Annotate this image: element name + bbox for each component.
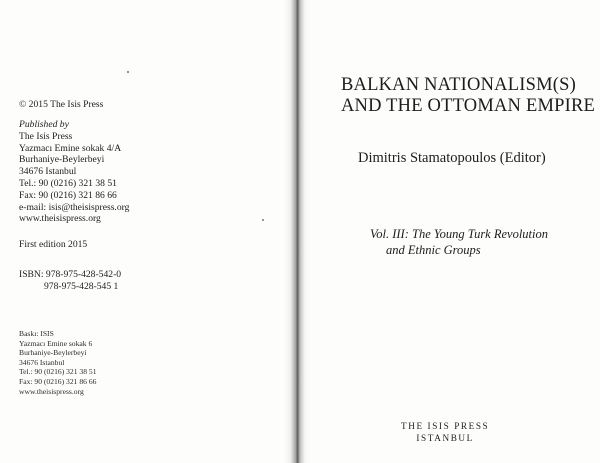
isbn-block [19,269,121,293]
copyright-page [0,0,295,463]
published-by-block [19,119,129,225]
printer-line: 34676 Istanbul [19,357,65,367]
scan-speck [127,71,129,73]
printer-line: Baskı: ISIS [19,329,54,338]
printer-line: Tel.: 90 (0216) 321 38 51 [19,367,97,377]
printer-line: www.theisispress.org [19,386,84,396]
publisher-address-line: Burhaniye-Beylerbeyi [19,154,105,166]
publisher-email: e-mail: isis@theisispress.org [19,201,130,213]
publisher-fax: Fax: 90 (0216) 321 86 66 [19,189,117,201]
printer-line: Burhaniye-Beylerbeyi [19,348,87,358]
edition-note: First edition 2015 [19,239,88,250]
book-title [341,75,600,117]
printer-line: Fax: 90 (0216) 321 86 66 [19,376,97,386]
publisher-address-line: 34676 Istanbul [19,166,77,178]
isbn-line-2: 978-975-428-545 1 [44,280,119,292]
book-title-line-2: AND THE OTTOMAN EMPIRE [341,96,595,116]
published-by-heading: Published by [19,119,69,130]
publisher-address-line: The Isis Press [19,130,73,142]
printer-line: Yazmacı Emine sokak 6 [19,338,93,348]
title-page [305,0,600,463]
publisher-city: ISTANBUL [416,432,474,443]
publisher-website: www.theisispress.org [19,213,101,225]
printer-block [19,329,97,396]
publisher-phone: Tel.: 90 (0216) 321 38 51 [19,177,117,189]
volume-line-2: and Ethnic Groups [386,242,481,257]
publisher-name: THE ISIS PRESS [401,421,490,431]
publisher-address-line: Yazmacı Emine sokak 4/A [19,142,122,154]
volume-subtitle [370,227,548,258]
scan-speck [262,219,264,221]
volume-line-1: Vol. III: The Young Turk Revolution [370,227,549,241]
editor-name: Dimitris Stamatopoulos (Editor) [358,150,546,166]
book-title-line-1: BALKAN NATIONALISM(S) [341,75,576,95]
copyright-notice: © 2015 The Isis Press [19,99,104,110]
isbn-line-1: ISBN: 978-975-428-542-0 [19,269,122,280]
publisher-imprint [401,421,489,444]
